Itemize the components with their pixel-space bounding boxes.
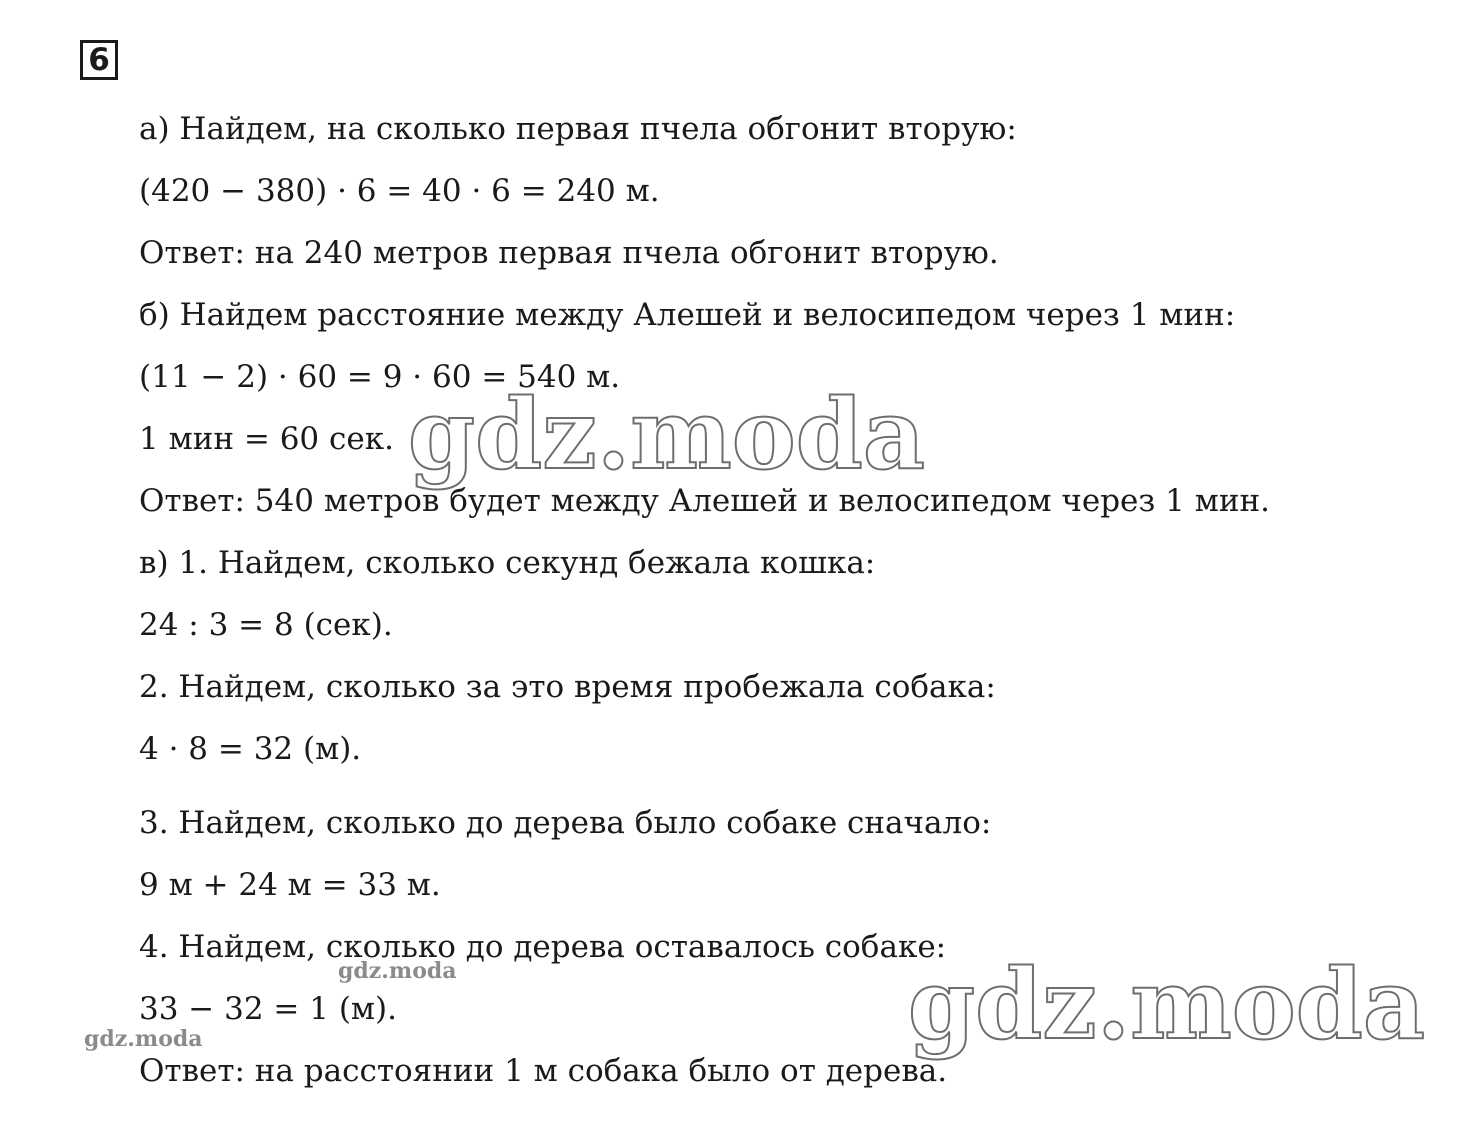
watermark-logo-large: gdz.moda bbox=[908, 948, 1426, 1061]
solution-line-c-step4: 4. Найдем, сколько до дерева оставалось собаке: bbox=[139, 929, 947, 965]
solution-line-c-step1: в) 1. Найдем, сколько секунд бежала кошка: bbox=[139, 545, 876, 581]
solution-line-b-calc: (11 − 2) · 60 = 9 · 60 = 540 м. bbox=[139, 359, 621, 395]
solution-line-c-step1-calc: 24 : 3 = 8 (сек). bbox=[139, 607, 393, 643]
solution-line-a-intro: а) Найдем, на сколько первая пчела обгонит вторую: bbox=[139, 111, 1017, 147]
watermark-logo-small: gdz.moda bbox=[84, 1026, 203, 1052]
task-number-badge: 6 bbox=[80, 40, 118, 80]
solution-line-b-conversion: 1 мин = 60 сек. bbox=[139, 421, 394, 457]
solution-line-c-answer: Ответ: на расстоянии 1 м собака было от дерева. bbox=[139, 1053, 948, 1089]
solution-text bbox=[139, 98, 1420, 1102]
solution-line-c-step4-calc: 33 − 32 = 1 (м). bbox=[139, 991, 397, 1027]
solution-line-a-answer: Ответ: на 240 метров первая пчела обгонит вторую. bbox=[139, 235, 999, 271]
solution-line-a-calc: (420 − 380) · 6 = 40 · 6 = 240 м. bbox=[139, 173, 660, 209]
solution-line-c-step3: 3. Найдем, сколько до дерева было собаке сначало: bbox=[139, 805, 992, 841]
watermark-logo-small: gdz.moda bbox=[338, 958, 457, 984]
solution-line-c-step2: 2. Найдем, сколько за это время пробежала собака: bbox=[139, 669, 996, 705]
solution-line-c-step2-calc: 4 · 8 = 32 (м). bbox=[139, 731, 362, 767]
watermark-logo-large: gdz.moda bbox=[408, 378, 926, 491]
solution-line-c-step3-calc: 9 м + 24 м = 33 м. bbox=[139, 867, 441, 903]
solution-line-b-intro: б) Найдем расстояние между Алешей и велосипедом через 1 мин: bbox=[139, 297, 1236, 333]
solution-line-b-answer: Ответ: 540 метров будет между Алешей и велосипедом через 1 мин. bbox=[139, 483, 1271, 519]
